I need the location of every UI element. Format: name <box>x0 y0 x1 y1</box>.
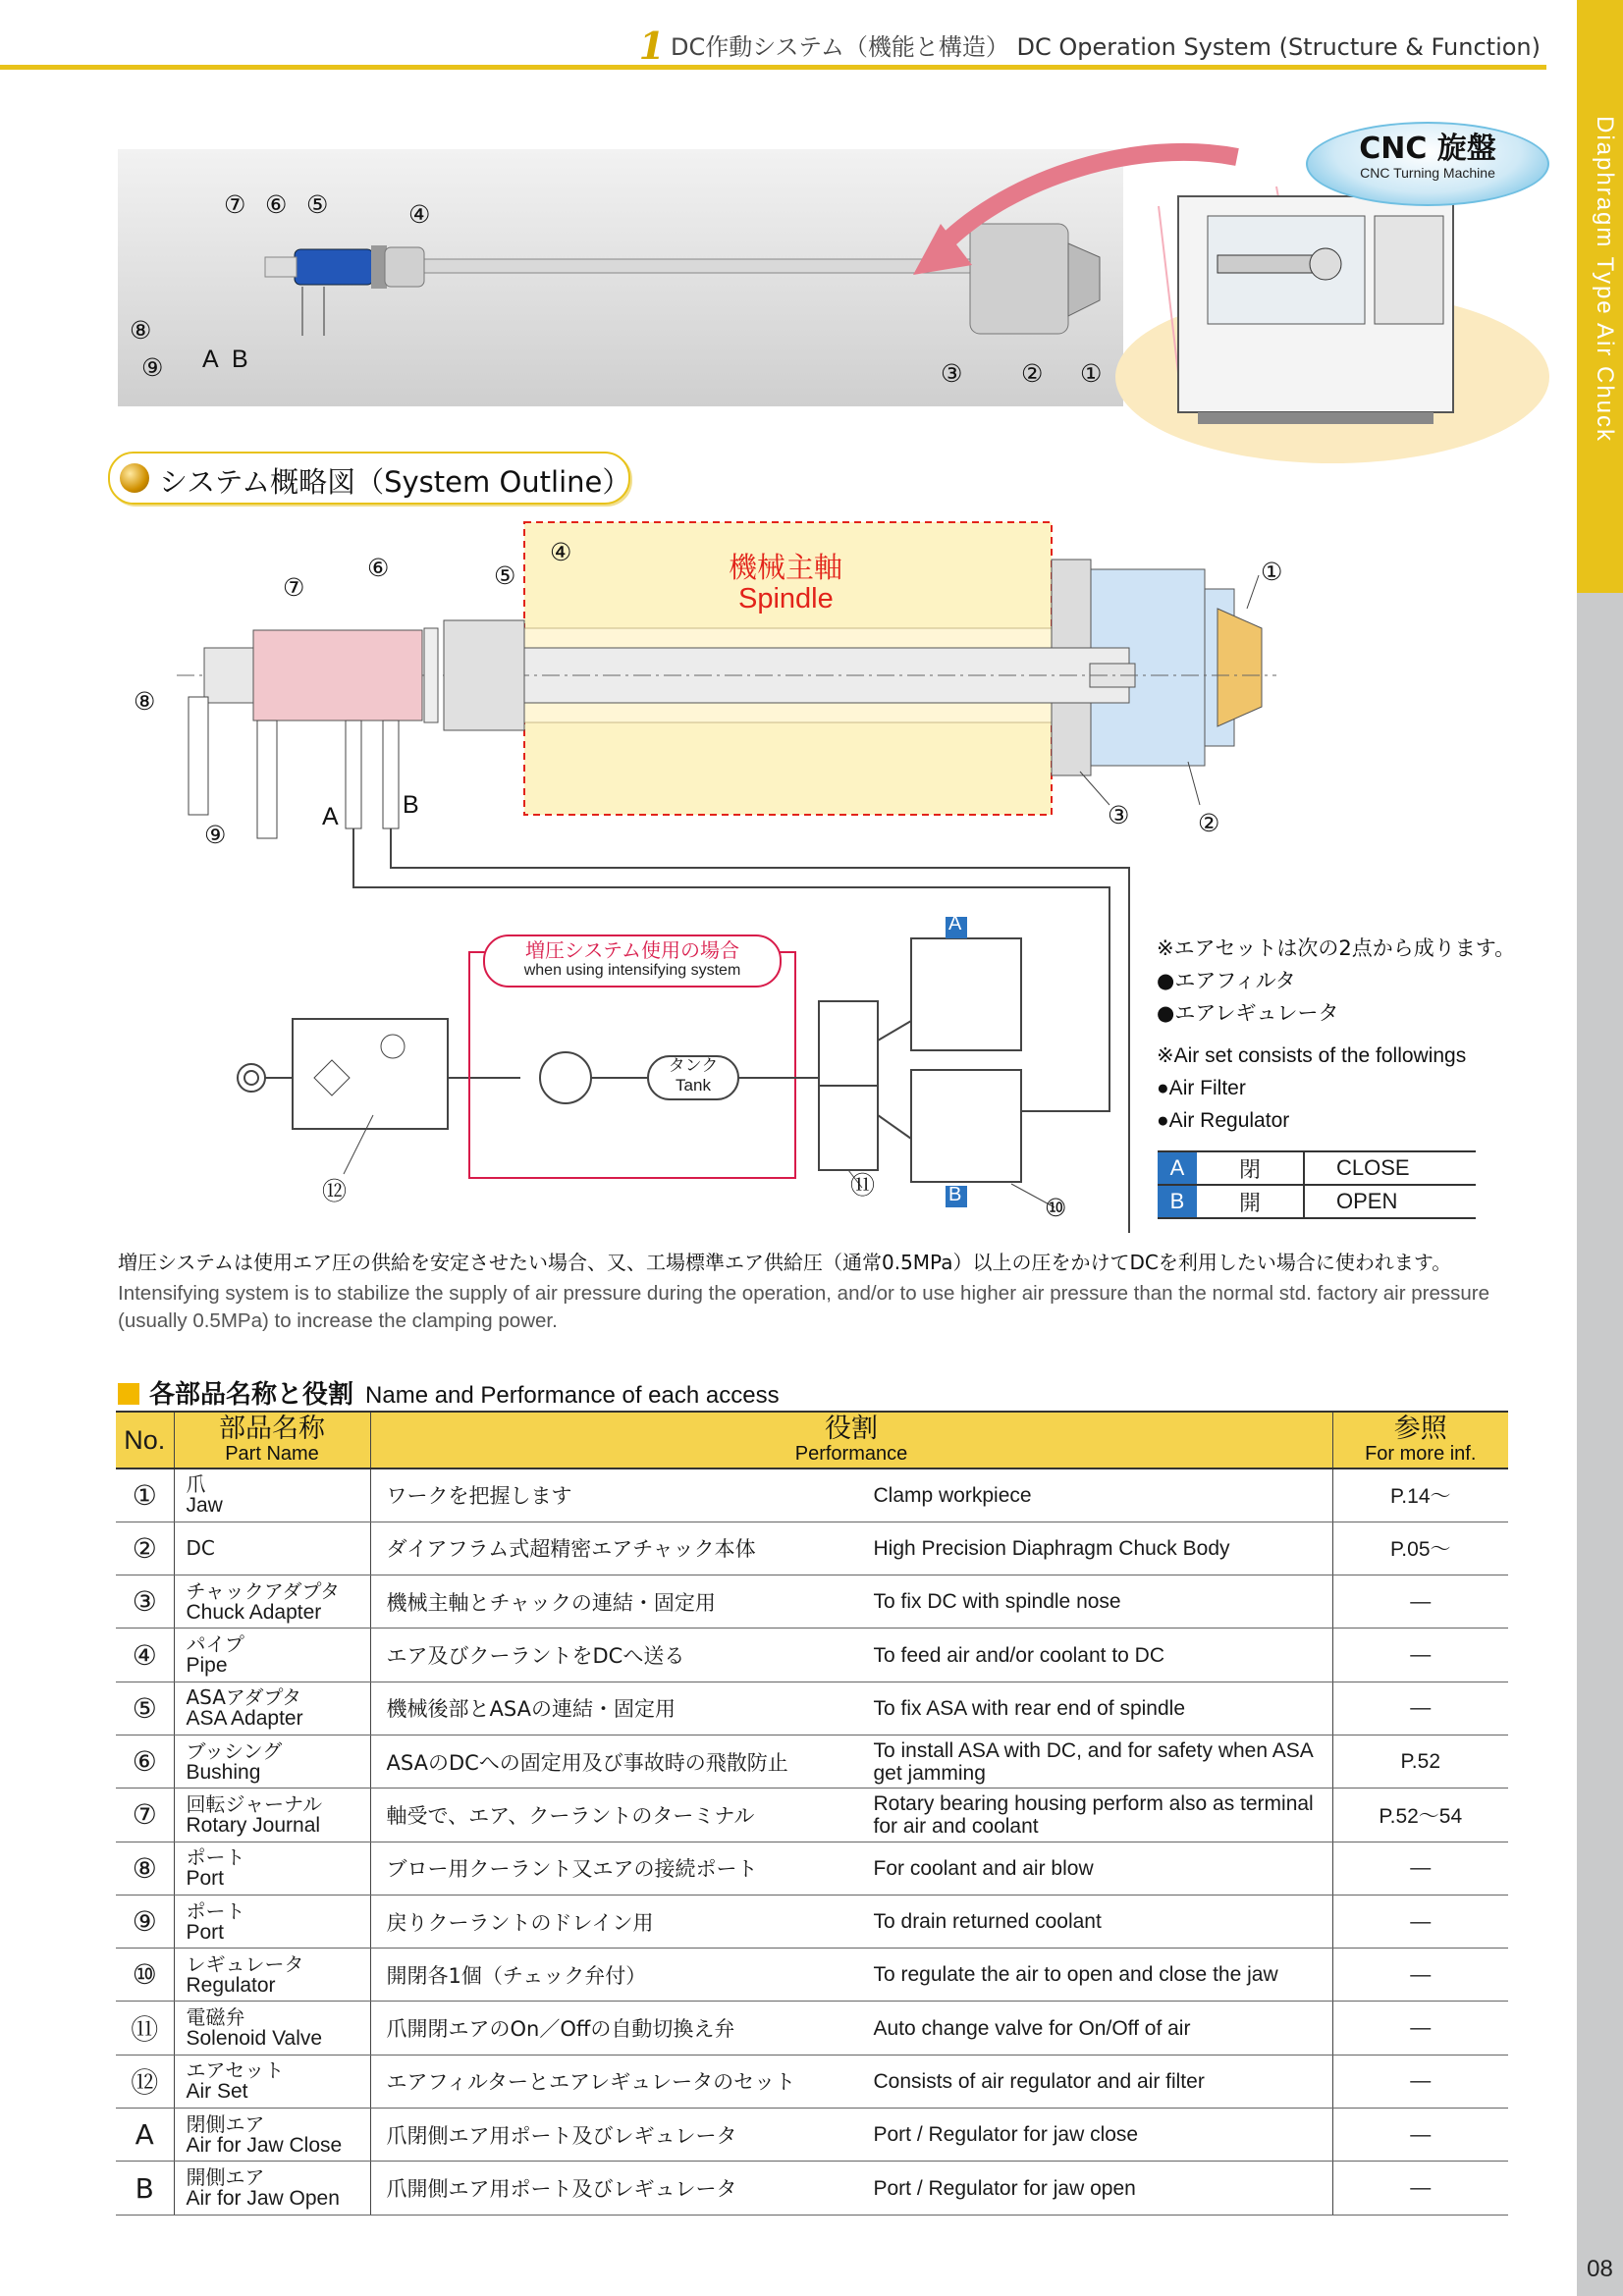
part-no: ② <box>116 1522 174 1575</box>
solenoid-valve-top <box>819 1001 878 1086</box>
photo-callout-6: ⑥ <box>265 191 288 219</box>
col-name-jp: 部品名称 <box>219 1414 325 1444</box>
table-row <box>116 1575 1508 1629</box>
part-name <box>174 1629 370 1682</box>
part-name-en: Air Set <box>186 2080 248 2104</box>
part-name <box>174 1522 370 1575</box>
part-performance <box>370 1949 1332 2002</box>
part-name-jp: 開側エア <box>186 2165 265 2189</box>
ab-en: OPEN <box>1304 1185 1476 1218</box>
tank-label <box>648 1056 738 1095</box>
rotary-journal-shape <box>253 630 422 721</box>
part-no: B <box>116 2162 174 2215</box>
air-set-note <box>1157 933 1515 1137</box>
col-name <box>174 1412 370 1468</box>
part-name-jp: 回転ジャーナル <box>186 1791 323 1816</box>
part-perf-en: For coolant and air blow <box>873 1856 1094 1880</box>
part-name-en: Port <box>186 1920 225 1944</box>
part-name-jp: エアセット <box>186 2058 285 2083</box>
intensify-label-jp: 増圧システム使用の場合 <box>525 938 739 962</box>
part-ref: — <box>1332 1682 1508 1735</box>
cnc-zoom-line-1 <box>1159 206 1178 373</box>
part-name <box>174 1575 370 1629</box>
table-row <box>116 2162 1508 2215</box>
part-no: ⑥ <box>116 1735 174 1788</box>
elbow-fitting-shape <box>204 648 253 703</box>
part-perf-en: To fix DC with spindle nose <box>873 1590 1121 1614</box>
part-performance <box>370 1682 1332 1735</box>
parts-title-en: Name and Performance of each access <box>365 1382 780 1409</box>
part-perf-en: Rotary bearing housing perform also as terminal for air and coolant <box>873 1791 1314 1838</box>
header-title <box>639 24 1541 68</box>
diagram-port-b: B <box>403 791 419 819</box>
part-name-jp: レギュレータ <box>186 1951 304 1976</box>
part-perf-jp: ASAのDCへの固定用及び事故時の飛散防止 <box>386 1750 788 1775</box>
port-8-hose <box>189 697 208 815</box>
part-name-en: Air for Jaw Open <box>186 2187 340 2210</box>
part-perf-en: Port / Regulator for jaw close <box>873 2123 1139 2147</box>
part-no: A <box>116 2109 174 2162</box>
part-no: ⑦ <box>116 1789 174 1842</box>
part-no: ⑫ <box>116 2055 174 2108</box>
header-title-jp: DC作動システム（機能と構造） <box>671 33 1009 61</box>
part-perf-en: Consists of air regulator and air filter <box>873 2069 1205 2093</box>
part-ref: P.52〜54 <box>1332 1789 1508 1842</box>
part-ref: — <box>1332 1629 1508 1682</box>
air-set-note-en-title: ※Air set consists of the followings <box>1157 1044 1467 1067</box>
photo-port-fitting <box>265 257 297 277</box>
part-name-en: ASA Adapter <box>186 1707 303 1731</box>
part-name <box>174 2109 370 2162</box>
part-performance <box>370 1522 1332 1575</box>
part-perf-en: To feed air and/or coolant to DC <box>873 1643 1165 1667</box>
port-a-hose <box>346 721 361 828</box>
cnc-subtitle: CNC Turning Machine <box>1360 165 1495 181</box>
intensify-label <box>483 934 782 988</box>
part-ref: P.14〜 <box>1332 1468 1508 1522</box>
part-ref: P.52 <box>1332 1735 1508 1788</box>
side-tab-label: Diaphragm Type Air Chuck <box>1592 116 1618 444</box>
col-performance <box>370 1412 1332 1468</box>
part-name-en: Pipe <box>186 1654 228 1678</box>
diagram-num-11: ⑪ <box>850 1172 876 1200</box>
part-perf-en: To install ASA with DC, and for safety when ASA get jamming <box>873 1738 1313 1785</box>
part-performance <box>370 1468 1332 1522</box>
photo-callout-2: ② <box>1021 360 1044 388</box>
part-performance <box>370 2055 1332 2108</box>
part-no: ⑧ <box>116 1842 174 1895</box>
part-name-jp: 閉側エア <box>186 2111 265 2136</box>
part-ref: — <box>1332 2109 1508 2162</box>
part-perf-en: High Precision Diaphragm Chuck Body <box>873 1536 1230 1560</box>
part-ref: — <box>1332 1575 1508 1629</box>
part-perf-jp: ブロー用クーラント又エアの接続ポート <box>386 1857 758 1882</box>
line-valve-reg-b <box>878 1115 911 1139</box>
table-row <box>116 1468 1508 1522</box>
part-name <box>174 1682 370 1735</box>
cnc-chuck <box>1310 248 1341 280</box>
photo-callout-9: ⑨ <box>141 354 164 382</box>
port-9-hose <box>257 721 277 838</box>
part-no: ⑤ <box>116 1682 174 1735</box>
air-set-note-en-item: ●Air Regulator <box>1157 1109 1290 1132</box>
photo-asa-adapter <box>385 247 424 287</box>
part-perf-jp: 開閉各1個（チェック弁付） <box>386 1963 647 1988</box>
part-perf-jp: 戻りクーラントのドレイン用 <box>386 1910 654 1935</box>
regulator-b-label: B <box>948 1184 962 1205</box>
photo-callout-a: A <box>202 346 219 373</box>
cnc-badge <box>1306 122 1549 206</box>
bushing-shape <box>424 628 438 722</box>
photo-callout-5: ⑤ <box>306 191 329 219</box>
part-ref: P.05〜 <box>1332 1522 1508 1575</box>
air-set-note-jp-item: ●エアフィルタ <box>1157 969 1296 992</box>
table-row <box>116 1949 1508 2002</box>
ab-jp: 開 <box>1197 1185 1304 1218</box>
table-row <box>116 2055 1508 2108</box>
photo-callout-3: ③ <box>941 360 963 388</box>
diagram-num-6: ⑥ <box>367 555 390 582</box>
table-row <box>116 2109 1508 2162</box>
jaw-shape <box>1217 609 1262 726</box>
ab-jp: 閉 <box>1197 1151 1304 1185</box>
part-name-en: Jaw <box>186 1494 223 1518</box>
col-ref-en: For more inf. <box>1365 1443 1477 1465</box>
tank-label-en: Tank <box>676 1076 711 1095</box>
table-row <box>116 1895 1508 1948</box>
diagram-port-a: A <box>322 803 339 830</box>
part-performance <box>370 2109 1332 2162</box>
part-performance <box>370 1842 1332 1895</box>
cnc-panel <box>1375 216 1443 324</box>
part-perf-jp: ダイアフラム式超精密エアチャック本体 <box>386 1537 756 1562</box>
part-ref: — <box>1332 1949 1508 2002</box>
part-performance <box>370 1575 1332 1629</box>
cnc-spindle <box>1217 255 1316 273</box>
part-perf-jp: 爪開側エア用ポート及びレギュレータ <box>386 2177 737 2201</box>
diagram-num-2: ② <box>1198 810 1220 837</box>
table-row <box>116 1522 1508 1575</box>
table-row <box>116 1682 1508 1735</box>
part-name-jp: DC <box>186 1536 215 1561</box>
table-row <box>116 1735 1508 1788</box>
part-no: ⑩ <box>116 1949 174 2002</box>
parts-table <box>116 1411 1508 2216</box>
tank-label-jp: タンク <box>668 1056 719 1076</box>
part-name <box>174 1895 370 1948</box>
diagram-num-3: ③ <box>1108 802 1130 829</box>
ab-key: A <box>1158 1151 1197 1185</box>
header-title-en: DC Operation System (Structure & Function) <box>1016 33 1541 61</box>
part-ref: — <box>1332 2055 1508 2108</box>
part-name <box>174 1735 370 1788</box>
part-name <box>174 2055 370 2108</box>
air-set-box <box>293 1019 448 1129</box>
part-name <box>174 1468 370 1522</box>
photo-callout-b: B <box>232 346 248 373</box>
part-perf-jp: 機械後部とASAの連結・固定用 <box>386 1697 676 1722</box>
part-perf-jp: 機械主軸とチャックの連結・固定用 <box>386 1590 716 1615</box>
part-name-en: Air for Jaw Close <box>186 2133 343 2157</box>
part-ref: — <box>1332 2002 1508 2055</box>
asa-adapter-shape <box>444 620 524 730</box>
col-perf-en: Performance <box>794 1443 908 1465</box>
part-name-jp: ASAアダプタ <box>186 1685 302 1710</box>
part-ref: — <box>1332 1842 1508 1895</box>
photo-callout-1: ① <box>1080 360 1103 388</box>
part-performance <box>370 1735 1332 1788</box>
part-no: ③ <box>116 1575 174 1629</box>
air-set-note-en-item: ●Air Filter <box>1157 1077 1246 1099</box>
part-name <box>174 1789 370 1842</box>
part-name-jp: 電磁弁 <box>186 2005 245 2030</box>
part-no: ① <box>116 1468 174 1522</box>
diagram-num-7: ⑦ <box>283 574 305 602</box>
parts-header-row <box>116 1412 1508 1468</box>
description-jp: 増圧システムは使用エア圧の供給を安定させたい場合、又、工場標準エア供給圧（通常0.5MPa）以上の圧をかけてDCを利用したい場合に使われます。 <box>118 1251 1452 1274</box>
part-name-jp: 爪 <box>186 1472 206 1497</box>
photo-callout-4: ④ <box>408 201 431 229</box>
part-name-jp: パイプ <box>186 1632 244 1657</box>
table-row <box>116 1842 1508 1895</box>
leader-2 <box>1188 762 1200 805</box>
part-name-en: Bushing <box>186 1760 261 1784</box>
part-name-en: Port <box>186 1867 225 1891</box>
ab-legend-row <box>1158 1185 1476 1218</box>
system-outline-heading <box>108 452 630 505</box>
part-perf-jp: ワークを把握します <box>386 1484 572 1509</box>
part-name <box>174 2162 370 2215</box>
intensify-label-en: when using intensifying system <box>523 962 741 979</box>
spindle-label-jp: 機械主軸 <box>729 553 843 584</box>
part-performance <box>370 2162 1332 2215</box>
regulator-b-box <box>911 1070 1021 1182</box>
part-perf-jp: エアフィルターとエアレギュレータのセット <box>386 2070 796 2095</box>
col-no-label: No. <box>124 1424 166 1455</box>
line-valve-reg-a <box>878 1021 911 1041</box>
parts-title-jp: 各部品名称と役割 <box>149 1380 354 1410</box>
col-name-en: Part Name <box>225 1443 319 1465</box>
part-name-en: Regulator <box>186 1973 276 1997</box>
square-bullet-icon <box>118 1383 139 1405</box>
part-perf-en: To fix ASA with rear end of spindle <box>873 1696 1186 1720</box>
col-ref <box>1332 1412 1508 1468</box>
part-perf-en: Auto change valve for On/Off of air <box>873 2016 1191 2040</box>
chapter-number: 1 <box>638 24 666 68</box>
part-name-en: Solenoid Valve <box>186 2027 323 2051</box>
part-perf-jp: 爪開閉エアのOn／Offの自動切換え弁 <box>386 2017 735 2042</box>
air-set-note-jp-item: ●エアレギュレータ <box>1157 1001 1339 1025</box>
diagram-num-5: ⑤ <box>494 562 516 590</box>
part-performance <box>370 1629 1332 1682</box>
photo-callout-7: ⑦ <box>224 191 246 219</box>
col-perf-jp: 役割 <box>825 1414 878 1444</box>
part-name-jp: ポート <box>186 1845 245 1870</box>
photo-rotary-journal <box>295 249 373 285</box>
table-row <box>116 1789 1508 1842</box>
diagram-num-10: ⑩ <box>1045 1195 1067 1222</box>
diagram-num-9: ⑨ <box>204 822 227 849</box>
ab-legend-row <box>1158 1151 1476 1185</box>
diagram-num-1: ① <box>1261 559 1283 586</box>
booster-symbol <box>540 1052 591 1103</box>
air-source-icon <box>238 1064 265 1092</box>
port-b-hose <box>383 721 399 828</box>
cnc-title: CNC 旋盤 <box>1359 132 1496 166</box>
table-row <box>116 1629 1508 1682</box>
part-name-jp: ポート <box>186 1898 245 1923</box>
part-name-jp: チャックアダプタ <box>186 1578 341 1603</box>
parts-heading <box>118 1374 780 1411</box>
part-name <box>174 1949 370 2002</box>
ab-legend <box>1158 1150 1476 1219</box>
part-perf-en: To drain returned coolant <box>873 1910 1102 1934</box>
part-perf-jp: 爪閉側エア用ポート及びレギュレータ <box>386 2123 737 2148</box>
diagram-num-4: ④ <box>550 539 572 566</box>
part-name-en: Chuck Adapter <box>186 1600 322 1624</box>
part-no: ④ <box>116 1629 174 1682</box>
part-no: ⑨ <box>116 1895 174 1948</box>
col-no <box>116 1412 174 1468</box>
system-outline-title: システム概略図（System Outline） <box>159 465 631 499</box>
page-number: 08 <box>1587 2256 1613 2282</box>
part-performance <box>370 1895 1332 1948</box>
part-name-en: Rotary Journal <box>186 1813 321 1837</box>
spindle-label-en: Spindle <box>738 583 834 614</box>
ab-key: B <box>1158 1185 1197 1218</box>
part-performance <box>370 1789 1332 1842</box>
regulator-a-box <box>911 938 1021 1050</box>
part-name <box>174 1842 370 1895</box>
gauge-symbol <box>381 1035 405 1058</box>
part-perf-jp: エア及びクーラントをDCへ送る <box>386 1644 685 1669</box>
table-row <box>116 2002 1508 2055</box>
bullet-icon <box>120 463 149 493</box>
part-perf-en: To regulate the air to open and close the jaw <box>873 1963 1278 1987</box>
part-performance <box>370 2002 1332 2055</box>
parts-table-body <box>116 1468 1508 2215</box>
part-perf-en: Port / Regulator for jaw open <box>873 2176 1136 2200</box>
part-no: ⑪ <box>116 2002 174 2055</box>
ab-en: CLOSE <box>1304 1151 1476 1185</box>
regulator-a-label: A <box>948 913 962 934</box>
solenoid-valve-bottom <box>819 1086 878 1170</box>
part-ref: — <box>1332 2162 1508 2215</box>
part-name-jp: ブッシング <box>186 1738 283 1763</box>
part-perf-jp: 軸受で、エア、クーラントのターミナル <box>386 1803 755 1828</box>
part-name <box>174 2002 370 2055</box>
description-en: Intensifying system is to stabilize the supply of air pressure during the operation, and/or to use higher air pressure than the normal std. factory air pressure (usually 0.5MPa) to increase the clamping power. <box>118 1282 1489 1332</box>
diagram-num-12: ⑫ <box>322 1178 348 1205</box>
diagram-num-8: ⑧ <box>134 688 156 716</box>
col-ref-jp: 参照 <box>1393 1414 1447 1444</box>
air-set-note-jp-title: ※エアセットは次の2点から成ります。 <box>1157 936 1516 960</box>
leader-3 <box>1080 772 1109 805</box>
part-perf-en: Clamp workpiece <box>873 1483 1032 1507</box>
photo-callout-8: ⑧ <box>130 317 152 345</box>
cnc-base <box>1198 412 1434 424</box>
leader-1 <box>1247 575 1259 609</box>
part-ref: — <box>1332 1895 1508 1948</box>
